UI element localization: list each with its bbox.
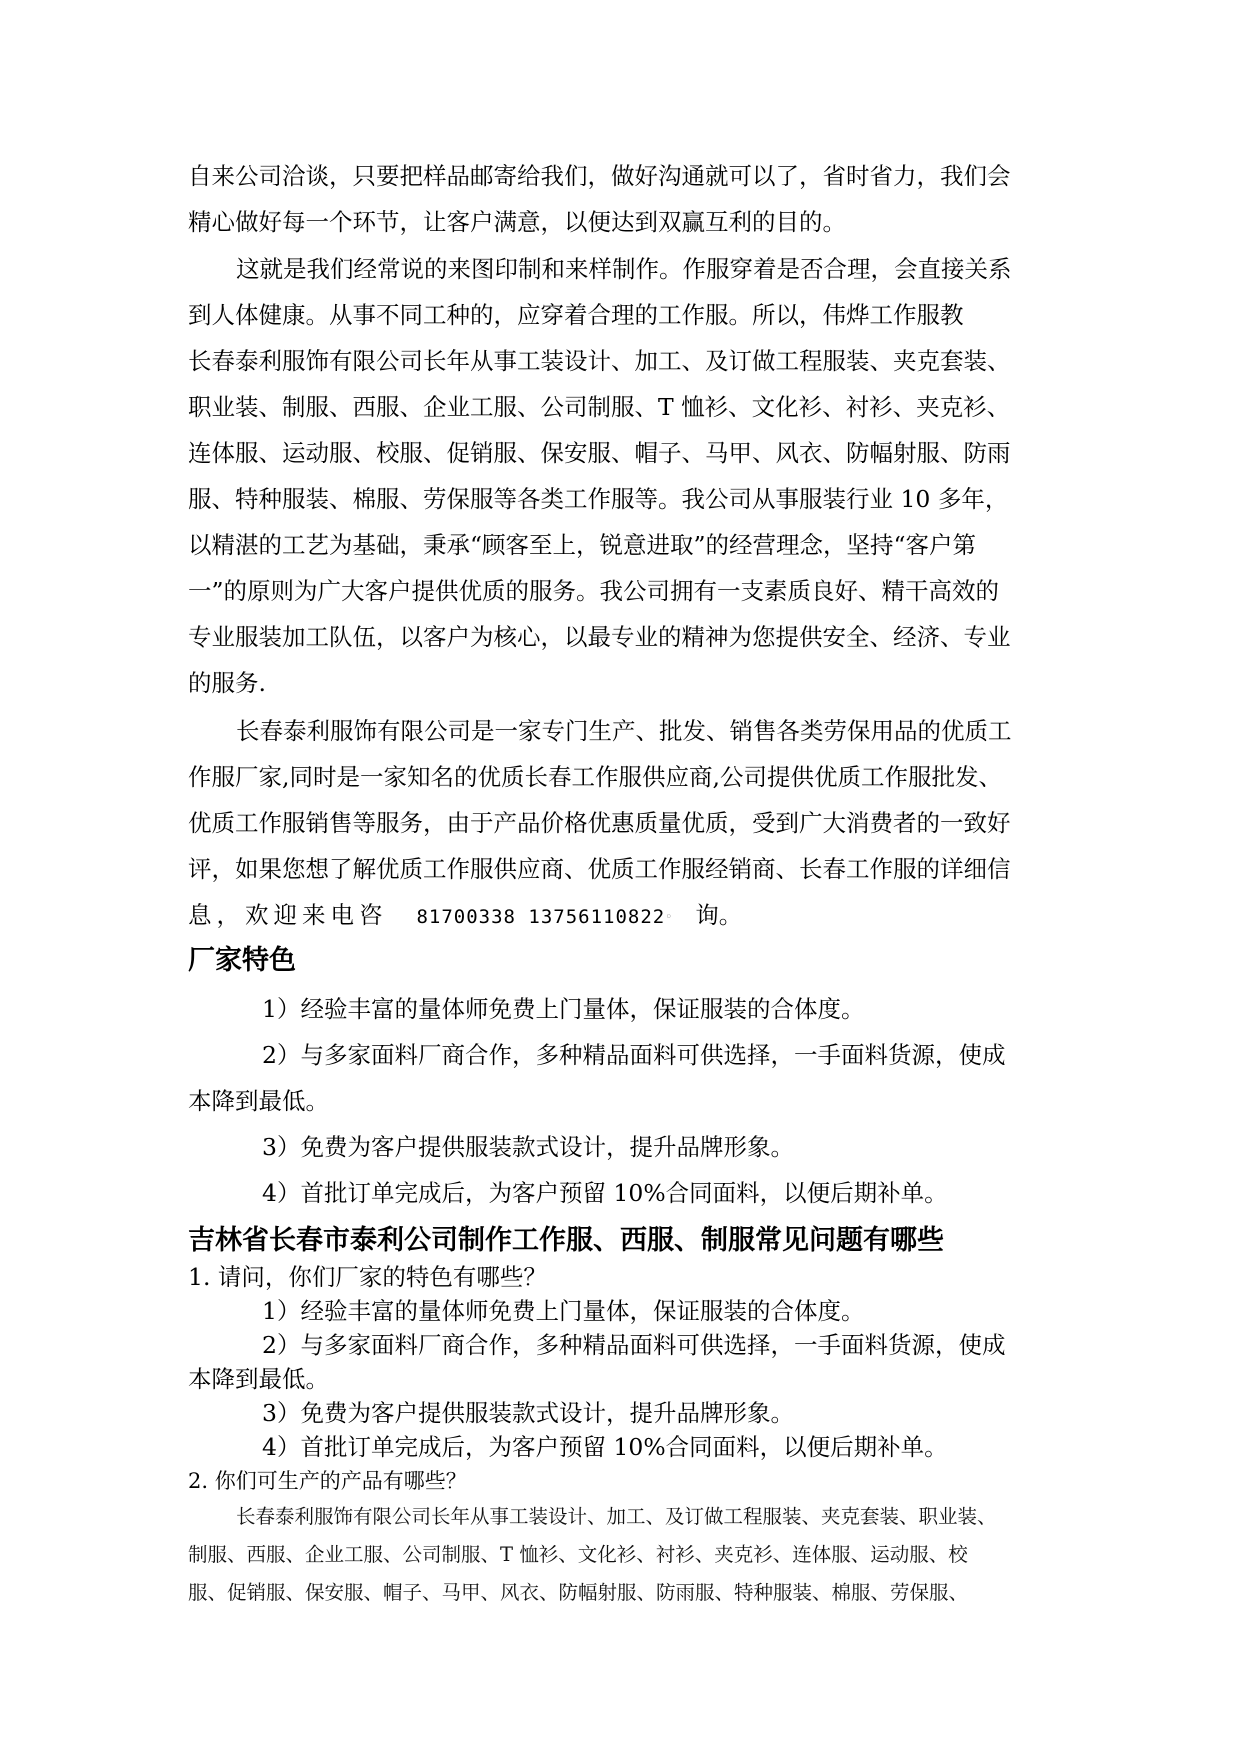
- faq-answer-item: 2）与多家面料厂商合作，多种精品面料可供选择，一手面料货源，使成: [262, 1331, 1006, 1359]
- phone-mark: ◦: [665, 909, 673, 924]
- faq-answer-line: 制服、西服、企业工服、公司制服、T 恤衫、文化衫、衬衫、夹克衫、连体服、运动服、校: [188, 1543, 968, 1566]
- text-line: 自来公司洽谈，只要把样品邮寄给我们，做好沟通就可以了，省时省力，我们会: [188, 162, 1011, 190]
- text-line: 长春泰利服饰有限公司是一家专门生产、批发、销售各类劳保用品的优质工: [236, 717, 1012, 745]
- faq-answer-item: 本降到最低。: [188, 1365, 329, 1393]
- text-line: 连体服、运动服、校服、促销服、保安服、帽子、马甲、风衣、防幅射服、防雨: [188, 439, 1011, 467]
- phone-numbers: 81700338 13756110822: [416, 906, 666, 928]
- feature-item: 本降到最低。: [188, 1087, 329, 1115]
- text-line: 精心做好每一个环节，让客户满意，以便达到双赢互利的目的。: [188, 208, 846, 236]
- feature-item: 3）免费为客户提供服装款式设计，提升品牌形象。: [262, 1133, 794, 1161]
- faq-answer-item: 1）经验丰富的量体师免费上门量体，保证服装的合体度。: [262, 1297, 865, 1325]
- text-line: 优质工作服销售等服务，由于产品价格优惠质量优质，受到广大消费者的一致好: [188, 809, 1011, 837]
- contact-line: [188, 900, 742, 932]
- text-line: 到人体健康。从事不同工种的，应穿着合理的工作服。所以，伟烨工作服教: [188, 301, 964, 329]
- feature-item: 4）首批订单完成后，为客户预留 10%合同面料，以便后期补单。: [262, 1179, 948, 1207]
- text-line: 职业装、制服、西服、企业工服、公司制服、T 恤衫、文化衫、衬衫、夹克衫、: [188, 393, 1011, 421]
- text-line: 长春泰利服饰有限公司长年从事工装设计、加工、及订做工程服装、夹克套装、: [188, 347, 1011, 375]
- faq-answer-line: 长春泰利服饰有限公司长年从事工装设计、加工、及订做工程服装、夹克套装、职业装、: [236, 1505, 997, 1528]
- contact-prefix: 息，欢迎来电咨: [188, 901, 388, 929]
- faq-answer-item: 3）免费为客户提供服装款式设计，提升品牌形象。: [262, 1399, 794, 1427]
- text-line: 服、特种服装、棉服、劳保服等各类工作服等。我公司从事服装行业 10 多年，: [188, 485, 1009, 513]
- text-line: 评，如果您想了解优质工作服供应商、优质工作服经销商、长春工作服的详细信: [188, 855, 1011, 883]
- text-line: 专业服装加工队伍，以客户为核心，以最专业的精神为您提供安全、经济、专业: [188, 623, 1011, 651]
- section-heading-faq: 吉林省长春市泰利公司制作工作服、西服、制服常见问题有哪些: [188, 1225, 944, 1256]
- faq-question: 2. 你们可生产的产品有哪些？: [188, 1469, 467, 1493]
- text-line: 一”的原则为广大客户提供优质的服务。我公司拥有一支素质良好、精干高效的: [188, 577, 1000, 605]
- contact-suffix: 询。: [695, 901, 743, 929]
- text-line: 这就是我们经常说的来图印制和来样制作。作服穿着是否合理，会直接关系: [236, 255, 1012, 283]
- text-line: 以精湛的工艺为基础，秉承“顾客至上，锐意进取”的经营理念，坚持“客户第: [188, 531, 977, 559]
- faq-answer-item: 4）首批订单完成后，为客户预留 10%合同面料，以便后期补单。: [262, 1433, 948, 1461]
- text-line: 作服厂家,同时是一家知名的优质长春工作服供应商,公司提供优质工作服批发、: [188, 763, 1002, 791]
- faq-answer-line: 服、促销服、保安服、帽子、马甲、风衣、防幅射服、防雨服、特种服装、棉服、劳保服、: [188, 1581, 969, 1604]
- feature-item: 1）经验丰富的量体师免费上门量体，保证服装的合体度。: [262, 995, 865, 1023]
- feature-item: 2）与多家面料厂商合作，多种精品面料可供选择，一手面料货源，使成: [262, 1041, 1006, 1069]
- faq-question: 1. 请问，你们厂家的特色有哪些？: [188, 1263, 547, 1291]
- section-heading-features: 厂家特色: [188, 945, 296, 976]
- text-line: 的服务.: [188, 669, 266, 697]
